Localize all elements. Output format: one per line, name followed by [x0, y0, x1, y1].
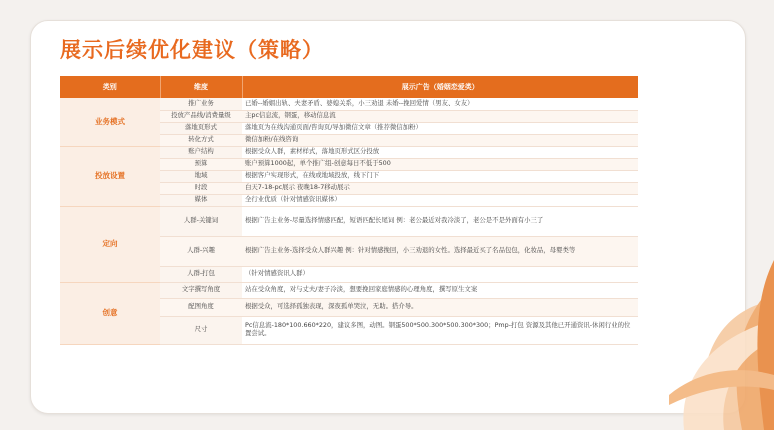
table-row: [60, 206, 638, 236]
header-category: 类别: [60, 76, 160, 98]
table-header-row: [60, 76, 638, 98]
dimension-cell: 人群-兴趣: [160, 236, 242, 266]
dimension-cell: 人群-关键词: [160, 206, 242, 236]
ad-cell: 全行业优质（针对情感资讯媒体）: [242, 194, 638, 206]
dimension-cell: 配图角度: [160, 298, 242, 316]
ad-cell: 根据广告主业务-尽量选择情感匹配，短语匹配长尾词 例：老公最近对我冷淡了，老公是不是外面有小三了: [242, 206, 638, 236]
dimension-cell: 地域: [160, 170, 242, 182]
ad-cell: 根据受众人群，素材样式，落地页形式区分投放: [242, 146, 638, 158]
dimension-cell: 人群-打包: [160, 266, 242, 282]
header-ad: 展示广告（婚姻恋爱类）: [242, 76, 638, 98]
strategy-table: [60, 76, 638, 345]
dimension-cell: 预算: [160, 158, 242, 170]
category-cell: 创意: [60, 282, 160, 344]
ad-cell: 根据受众，可选择孤独表现，深夜孤单哭泣，无助。搭介导。: [242, 298, 638, 316]
header-dimension: 维度: [160, 76, 242, 98]
ad-cell: Pc信息流-180*100.660*220，建议多图，动图。钢蛋500*500.300*500.300*300；Pmp-打包 资源及其他已开通资讯-休闲行业的位置尝试。: [242, 316, 638, 344]
ad-cell: 落地页为在线沟通页面/咨询页/导加微信文章（推荐微信加粉）: [242, 122, 638, 134]
page-title: 展示后续优化建议（策略）: [60, 38, 324, 62]
dimension-cell: 投放产品线/消费量级: [160, 110, 242, 122]
table-row: [60, 146, 638, 158]
dimension-cell: 文字撰写角度: [160, 282, 242, 298]
dimension-cell: 转化方式: [160, 134, 242, 146]
dimension-cell: 推广业务: [160, 98, 242, 110]
category-cell: 业务模式: [60, 98, 160, 146]
ad-cell: 根据广告主业务-选择受众人群兴趣 例：针对情感挽回，小三劝退的女性。选择最近买了名品包包，化妆品，母婴类等: [242, 236, 638, 266]
dimension-cell: 媒体: [160, 194, 242, 206]
ad-cell: 账户预算1000起，单个推广组-创意每日不低于500: [242, 158, 638, 170]
table-row: [60, 282, 638, 298]
ad-cell: （针对情感资讯人群）: [242, 266, 638, 282]
ad-cell: 主pc信息流，钢蛋，移动信息流: [242, 110, 638, 122]
category-cell: 定向: [60, 206, 160, 282]
dimension-cell: 落地页形式: [160, 122, 242, 134]
ad-cell: 微信加粉/在线咨询: [242, 134, 638, 146]
decorative-flower-image: [644, 190, 774, 430]
table-row: [60, 98, 638, 110]
ad-cell: 根据客户实现形式，在线或地域投放，线下门下: [242, 170, 638, 182]
category-cell: 投放设置: [60, 146, 160, 206]
ad-cell: 站在受众角度，对与丈夫/妻子冷淡，想要挽回家庭情感的心理角度，撰写原生文案: [242, 282, 638, 298]
dimension-cell: 账户结构: [160, 146, 242, 158]
ad-cell: 已婚--婚姻出轨、夫妻矛盾、婆媳关系，小三劝退 未婚--挽回爱情（男友、女友）: [242, 98, 638, 110]
dimension-cell: 尺寸: [160, 316, 242, 344]
ad-cell: 白天7-18-pc展示 夜晚18-7移动展示: [242, 182, 638, 194]
dimension-cell: 时段: [160, 182, 242, 194]
